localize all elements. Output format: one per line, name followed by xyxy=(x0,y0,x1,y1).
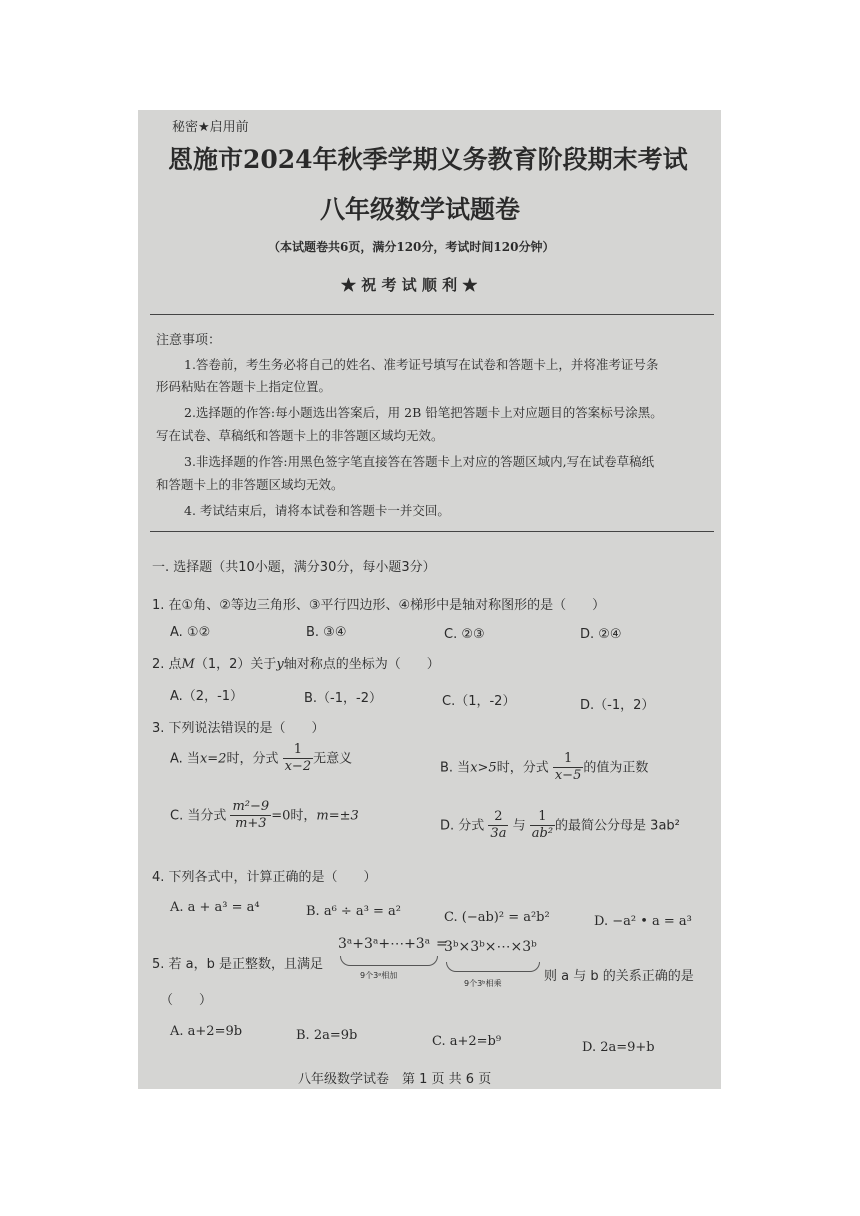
q4-option-c: C. (−ab)² = a²b² xyxy=(444,910,550,925)
note-line: 3.非选择题的作答:用黑色签字笔直接答在答题卡上对应的答题区域内,写在试卷草稿纸 xyxy=(184,454,655,469)
q3-option-b: B. 当x>5时，分式 $\frac{1}{x-5}$ 的值为正数 xyxy=(440,751,649,784)
q5-option-c: C. a+2=b⁹ xyxy=(432,1034,502,1049)
product-brace xyxy=(446,962,540,972)
q5-answer-paren: （ ） xyxy=(160,993,213,1008)
exam-title: 恩施市2024年秋季学期义务教育阶段期末考试 xyxy=(168,145,688,174)
q3-option-d: D. 分式 $\frac{2}{3a}$ 与 $\frac{1}{\text{ab²}}$ 的最简公分母是 3ab² xyxy=(440,809,680,842)
question-5-stem: 5. 若 a，b 是正整数，且满足 xyxy=(152,957,324,972)
q5-option-d: D. 2a=9+b xyxy=(582,1040,655,1055)
notes-divider xyxy=(150,531,714,532)
q2-option-a: A.（2，-1） xyxy=(170,689,244,704)
q5-stem-tail: 则 a 与 b 的关系正确的是 xyxy=(544,969,694,984)
note-line: 4. 考试结束后，请将本试卷和答题卡一并交回。 xyxy=(184,503,450,518)
exam-info: （本试题卷共6页，满分120分，考试时间120分钟） xyxy=(268,240,555,254)
page-footer: 八年级数学试卷 第 1 页 共 6 页 xyxy=(298,1072,492,1087)
paper-subtitle: 八年级数学试题卷 xyxy=(320,195,521,224)
q5-product-label: 9个3ᵇ相乘 xyxy=(464,979,502,988)
header-divider xyxy=(150,314,714,315)
sum-brace xyxy=(340,956,438,966)
q5-equals: = xyxy=(436,936,448,952)
q2-option-c: C.（1，-2） xyxy=(442,694,516,709)
q2-option-b: B.（-1，-2） xyxy=(304,691,382,706)
q5-sum-label: 9个3ᵃ相加 xyxy=(360,971,398,980)
q5-product-expression: 3ᵇ×3ᵇ×⋯×3ᵇ xyxy=(444,939,537,955)
q1-option-b: B. ③④ xyxy=(306,625,347,640)
q3-option-a: A. 当x=2时，分式 $\frac{1}{x-2}$ 无意义 xyxy=(170,742,353,775)
question-1-stem: 1. 在①角、②等边三角形、③平行四边形、④梯形中是轴对称图形的是（ ） xyxy=(152,598,606,613)
note-line: 和答题卡上的非答题区域均无效。 xyxy=(156,477,344,492)
q1-option-c: C. ②③ xyxy=(444,627,485,642)
note-line: 写在试卷、草稿纸和答题卡上的非答题区域均无效。 xyxy=(156,428,444,443)
q3-option-c: C. 当分式 $\frac{\text{m²−9}}{m+3}$ =0时，m=±3 xyxy=(170,799,359,832)
q5-option-a: A. a+2=9b xyxy=(170,1024,243,1039)
note-line: 形码粘贴在答题卡上指定位置。 xyxy=(156,379,332,394)
q5-option-b: B. 2a=9b xyxy=(296,1028,358,1043)
q4-option-a: A. a + a³ = a⁴ xyxy=(170,900,260,915)
good-luck-banner: ★ 祝 考 试 顺 利 ★ xyxy=(341,276,478,294)
exam-paper xyxy=(138,110,721,1089)
note-line: 1.答卷前，考生务必将自己的姓名、准考证号填写在试卷和答题卡上，并将准考证号条 xyxy=(184,357,659,372)
q4-option-d: D. −a² • a = a³ xyxy=(594,914,692,929)
secret-label: 秘密★启用前 xyxy=(172,120,249,135)
question-2-stem: 2. 点M（1，2）关于y轴对称点的坐标为（ ） xyxy=(152,657,440,672)
note-line: 2.选择题的作答:每小题选出答案后，用 2B 铅笔把答题卡上对应题目的答案标号涂黑。 xyxy=(184,405,663,420)
q2-option-d: D.（-1，2） xyxy=(580,698,655,713)
q4-option-b: B. a⁶ ÷ a³ = a² xyxy=(306,904,402,919)
question-3-stem: 3. 下列说法错误的是（ ） xyxy=(152,721,325,736)
q1-option-a: A. ①② xyxy=(170,625,211,640)
section-title: 一. 选择题（共10小题，满分30分，每小题3分） xyxy=(152,560,436,575)
q1-option-d: D. ②④ xyxy=(580,627,622,642)
notes-heading: 注意事项： xyxy=(156,333,222,348)
q5-sum-expression: 3ᵃ+3ᵃ+⋯+3ᵃ xyxy=(338,936,431,952)
question-4-stem: 4. 下列各式中，计算正确的是（ ） xyxy=(152,870,377,885)
